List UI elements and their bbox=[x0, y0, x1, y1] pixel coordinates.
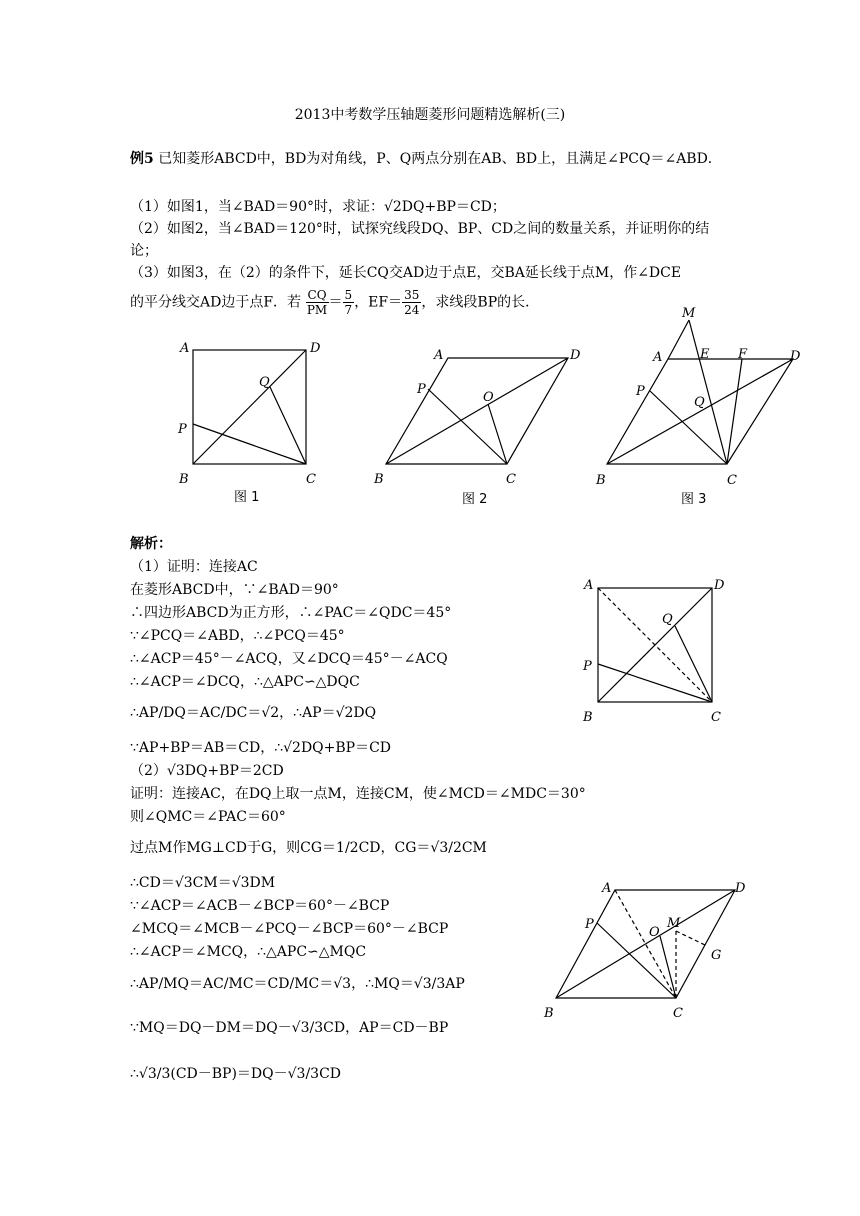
solution-line: ∠MCQ＝∠MCB－∠PCQ－∠BCP＝60°－∠BCP bbox=[130, 921, 449, 937]
fraction-35-24: $\frac{35}{24}$ bbox=[404, 288, 420, 317]
svg-text:B: B bbox=[544, 1006, 554, 1021]
figure-5 bbox=[540, 878, 770, 1028]
solution-line: ∴四边形ABCD为正方形，∴∠PAC＝∠QDC＝45° bbox=[130, 605, 452, 621]
figure-1-caption: 图 1 bbox=[234, 490, 260, 505]
fig3-segment-mc bbox=[689, 320, 727, 464]
solution-line: 过点M作MG⊥CD于G，则CG＝1/2CD，CG＝√3/2CM bbox=[130, 840, 487, 856]
svg-text:B: B bbox=[374, 472, 384, 487]
solution-line: 证明：连接AC，在DQ上取一点M，连接CM，使∠MCD＝∠MDC＝30° bbox=[130, 786, 586, 802]
solution-line: 则∠QMC＝∠PAC＝60° bbox=[130, 809, 286, 825]
fig5-segment-pc bbox=[597, 923, 676, 998]
problem-intro-text: 已知菱形ABCD中，BD为对角线，P、Q两点分别在AB、BD上，且满足∠PCQ＝∠ABD． bbox=[158, 151, 722, 167]
svg-text:C: C bbox=[506, 472, 516, 487]
svg-text:D: D bbox=[714, 578, 725, 593]
fig1-segment-pc bbox=[193, 424, 306, 464]
fig3-segment-pc bbox=[650, 391, 727, 464]
svg-text:Q: Q bbox=[259, 375, 270, 390]
svg-text:P: P bbox=[636, 384, 645, 399]
fig5-segment-mg bbox=[676, 931, 705, 945]
svg-text:A: A bbox=[584, 578, 594, 593]
svg-text:C: C bbox=[673, 1006, 683, 1021]
svg-text:D: D bbox=[570, 348, 581, 363]
solution-line: ∴AP/MQ＝AC/MC＝CD/MC＝√3，∴MQ＝√3/3AP bbox=[130, 976, 465, 992]
svg-text:B: B bbox=[596, 473, 606, 488]
fraction-cq-pm: $\frac{CQ}{PM}$ bbox=[306, 288, 328, 317]
svg-text:A: A bbox=[653, 350, 663, 365]
svg-text:F: F bbox=[738, 347, 748, 362]
svg-text:B: B bbox=[179, 472, 189, 487]
solution-line: ∴∠ACP＝∠DCQ，∴△APC∽△DQC bbox=[130, 674, 360, 690]
fig1-segment-qc bbox=[270, 387, 306, 464]
solution-heading: 解析： bbox=[130, 536, 172, 552]
solution-line: ∴∠ACP＝45°－∠ACQ，又∠DCQ＝45°－∠ACQ bbox=[130, 651, 448, 667]
svg-text:P: P bbox=[583, 659, 592, 674]
fig5-segment-oc bbox=[660, 936, 676, 998]
svg-text:G: G bbox=[711, 948, 722, 963]
fig1-diagonal-bd bbox=[193, 350, 306, 464]
page-title: 2013中考数学压轴题菱形问题精选解析(三) bbox=[294, 107, 566, 123]
svg-text:C: C bbox=[306, 472, 316, 487]
svg-text:A: A bbox=[180, 341, 190, 356]
fig4-segment-pc bbox=[598, 664, 712, 702]
solution-line: ∴AP/DQ＝AC/DC＝√2，∴AP＝√2DQ bbox=[130, 705, 377, 721]
svg-text:B: B bbox=[583, 710, 593, 725]
svg-text:A: A bbox=[434, 348, 444, 363]
equals-sign: ＝ bbox=[328, 294, 343, 311]
solution-line: ∴√3/3(CD－BP)＝DQ－√3/3CD bbox=[130, 1066, 342, 1082]
fraction-5-7: $\frac{5}{7}$ bbox=[344, 288, 353, 317]
svg-text:D: D bbox=[735, 881, 746, 896]
fig5-diagonal-bd bbox=[556, 890, 735, 998]
part3b-post: ，求线段BP的长． bbox=[421, 294, 540, 311]
solution-line: （2）√3DQ+BP＝2CD bbox=[130, 763, 284, 779]
solution-line: ∴CD＝√3CM＝√3DM bbox=[130, 875, 276, 891]
svg-text:O: O bbox=[483, 390, 494, 405]
figure-2-caption: 图 2 bbox=[462, 492, 488, 507]
solution-line: 在菱形ABCD中，∵∠BAD＝90° bbox=[130, 582, 339, 598]
part3b-pre: 的平分线交AD边于点F．若 bbox=[130, 294, 302, 311]
svg-text:M: M bbox=[667, 916, 681, 931]
svg-text:P: P bbox=[417, 382, 426, 397]
svg-text:A: A bbox=[602, 881, 612, 896]
svg-text:M: M bbox=[682, 306, 696, 321]
figure-3-caption: 图 3 bbox=[681, 492, 707, 507]
problem-part2: （2）如图2，当∠BAD＝120°时，试探究线段DQ、BP、CD之间的数量关系，并证明你的结论； bbox=[130, 221, 710, 259]
svg-text:D: D bbox=[790, 349, 801, 364]
figure-2 bbox=[370, 345, 590, 510]
figure-4 bbox=[578, 575, 738, 735]
figure-1 bbox=[170, 335, 330, 510]
problem-part3a: （3）如图3，在（2）的条件下，延长CQ交AD边于点E，交BA延长线于点M，作∠DCE bbox=[130, 265, 682, 281]
svg-text:Q: Q bbox=[694, 395, 705, 410]
svg-text:C: C bbox=[727, 473, 737, 488]
solution-line: ∵∠PCQ＝∠ABD，∴∠PCQ＝45° bbox=[130, 628, 345, 644]
svg-text:P: P bbox=[178, 422, 187, 437]
fig3-diagonal-bd bbox=[607, 359, 793, 464]
fig3-segment-fc bbox=[727, 359, 742, 464]
fig2-diagonal-bd bbox=[386, 358, 568, 464]
problem-label: 例5 bbox=[130, 151, 154, 167]
svg-text:P: P bbox=[585, 917, 594, 932]
svg-text:E: E bbox=[700, 347, 710, 362]
solution-line: ∴∠ACP＝∠MCQ，∴△APC∽△MQC bbox=[130, 944, 367, 960]
problem-intro bbox=[130, 148, 730, 170]
solution-line: ∵∠ACP＝∠ACB－∠BCP＝60°－∠BCP bbox=[130, 898, 390, 914]
solution-line: （1）证明：连接AC bbox=[130, 559, 258, 575]
problem-part1: （1）如图1，当∠BAD＝90°时，求证：√2DQ+BP＝CD； bbox=[130, 199, 506, 215]
svg-text:D: D bbox=[310, 341, 321, 356]
figure-3 bbox=[590, 305, 820, 510]
solution-line: ∵AP+BP＝AB＝CD，∴√2DQ+BP＝CD bbox=[130, 740, 392, 756]
svg-text:Q: Q bbox=[662, 612, 673, 627]
part3b-mid: ，EF＝ bbox=[354, 294, 403, 311]
solution-line: ∵MQ＝DQ－DM＝DQ－√3/3CD，AP＝CD－BP bbox=[130, 1020, 449, 1036]
svg-text:C: C bbox=[711, 710, 721, 725]
svg-text:O: O bbox=[649, 925, 660, 940]
fig4-segment-qc bbox=[675, 626, 712, 702]
fig3-extension-bm bbox=[668, 320, 689, 359]
